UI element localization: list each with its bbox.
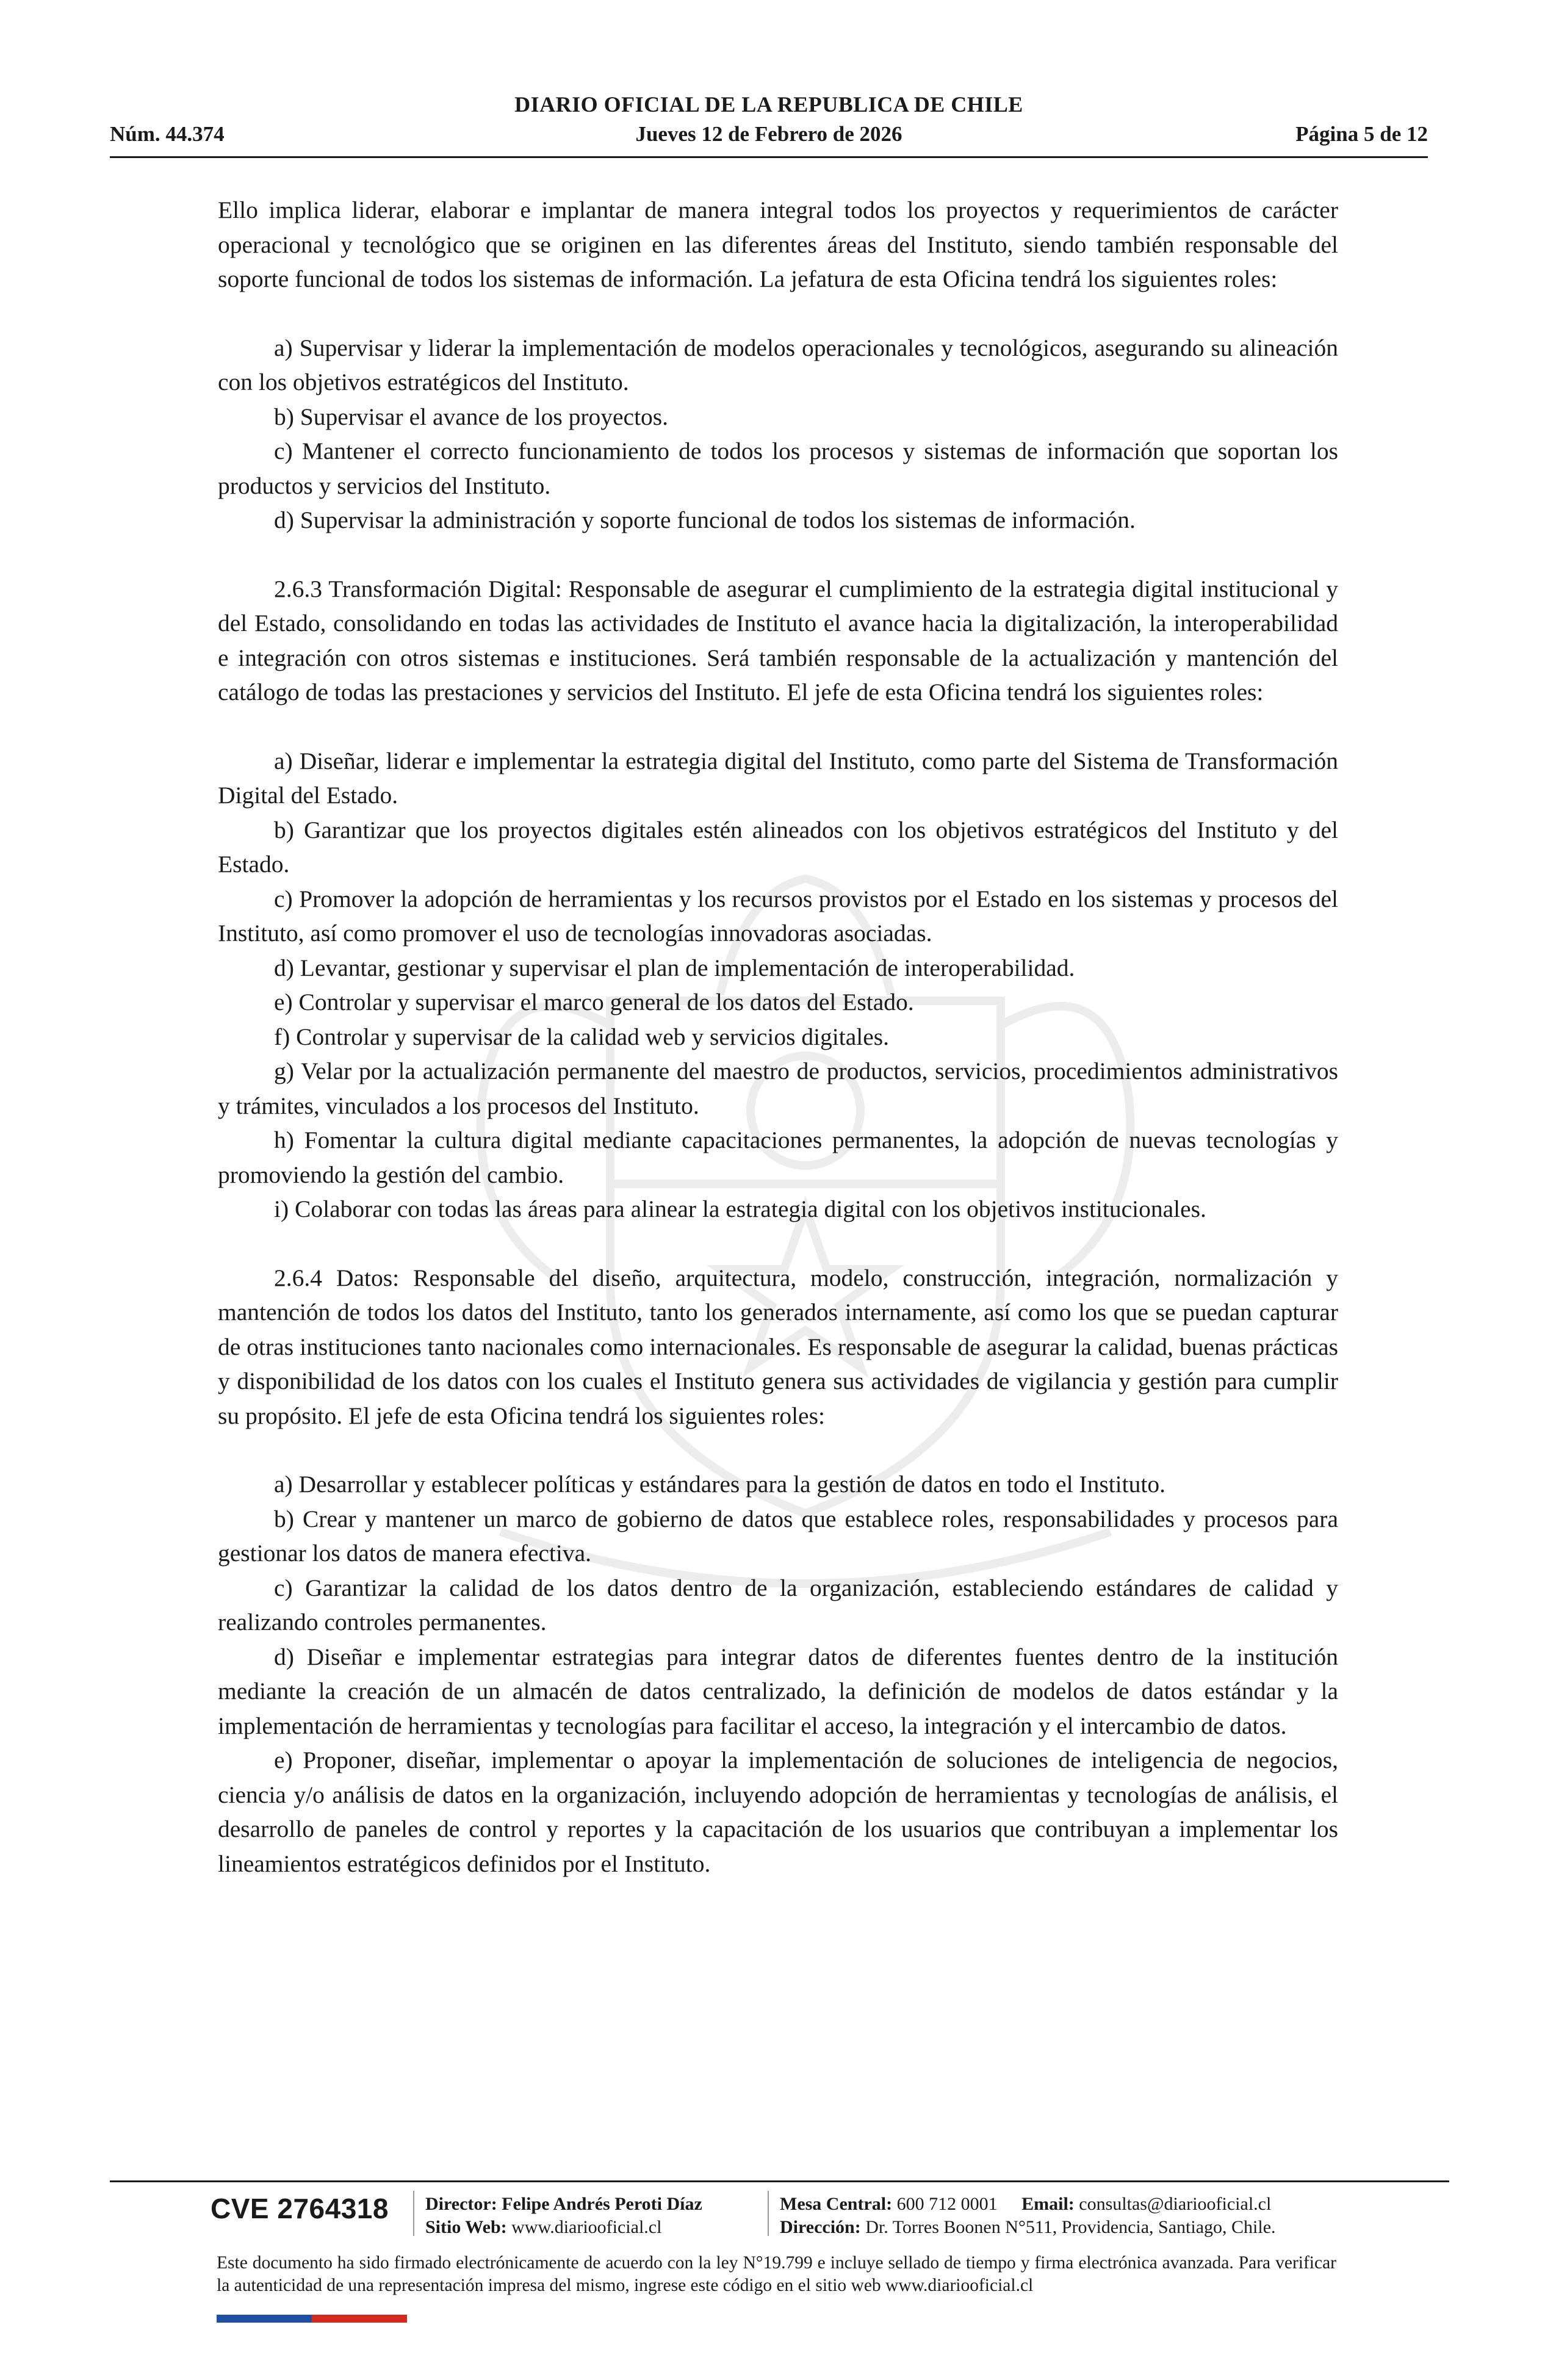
footer-contact-info [780, 2193, 1276, 2239]
section-2-6-4-paragraph: 2.6.4 Datos: Responsable del diseño, arquitectura, modelo, construcción, integración, normalización y mantención de todos los datos del Instituto, tanto los generados internamente, así como los que se puedan capturar de otras instituciones tanto nacionales como internacionales. Es responsable de asegurar la calidad, buenas prácticas y disponibilidad de los datos con los cuales el Instituto genera sus actividades de vigilancia y gestión para cumplir su propósito. El jefe de esta Oficina tendrá los siguientes roles: [218, 1264, 1338, 1429]
gazette-name: DIARIO OFICIAL DE LA REPUBLICA DE CHILE [514, 92, 1023, 117]
director-name: Felipe Andrés Peroti Díaz [502, 2194, 702, 2214]
list-item: c) Garantizar la calidad de los datos dentro de la organización, estableciendo estándares de calidad y realizando controles permanentes. [218, 1574, 1338, 1635]
list-item: b) Garantizar que los proyectos digitales estén alineados con los objetivos estratégicos del Instituto y del Estado. [218, 816, 1338, 878]
section-2-6-3-paragraph: 2.6.3 Transformación Digital: Responsable de asegurar el cumplimiento de la estrategia digital institucional y del Estado, consolidando en todas las actividades de Instituto el avance hacia la digitalización, la interoperabilidad e integración con otros sistemas e instituciones. Será también responsable de la actualización y mantención del catálogo de todas las prestaciones y servicios del Instituto. El jefe de esta Oficina tendrá los siguientes roles: [218, 575, 1338, 705]
list-item: a) Supervisar y liderar la implementación de modelos operacionales y tecnológicos, asegurando su alineación con los objetivos estratégicos del Instituto. [218, 334, 1338, 395]
cve-code: CVE 2764318 [211, 2193, 389, 2224]
list-item: a) Desarrollar y establecer políticas y estándares para la gestión de datos en todo el Instituto. [274, 1471, 1165, 1498]
footer-publisher-info [425, 2193, 702, 2239]
list-item: g) Velar por la actualización permanente del maestro de productos, servicios, procedimientos administrativos y trámites, vinculados a los procesos del Instituto. [218, 1058, 1338, 1119]
list-item: e) Proponer, diseñar, implementar o apoyar la implementación de soluciones de inteligencia de negocios, ciencia y/o análisis de datos en la organización, incluyendo adopción de herramientas y tecnologías de análisis, el desarrollo de paneles de control y reportes y la capacitación de los usuarios que contribuyan a implementar los lineamientos estratégicos definidos por el Instituto. [218, 1747, 1338, 1877]
legal-note: Este documento ha sido firmado electrónicamente de acuerdo con la ley N°19.799 e incluye sellado de tiempo y firma electrónica avanzada. Para verificar la autenticidad de una representación impresa del mismo, ingrese este código en el sitio web www.diariooficial.cl [217, 2253, 1336, 2295]
list-item: c) Mantener el correcto funcionamiento de todos los procesos y sistemas de información que soportan los productos y servicios del Instituto. [218, 438, 1338, 499]
list-item: f) Controlar y supervisar de la calidad web y servicios digitales. [274, 1023, 890, 1050]
page-header [110, 92, 1428, 159]
list-item: d) Supervisar la administración y soporte funcional de todos los sistemas de información. [274, 507, 1136, 533]
list-item: e) Controlar y supervisar el marco general de los datos del Estado. [274, 989, 914, 1015]
list-item: h) Fomentar la cultura digital mediante capacitaciones permanentes, la adopción de nuevas tecnologías y promoviendo la gestión del cambio. [218, 1127, 1338, 1188]
list-item: i) Colaborar con todas las áreas para alinear la estrategia digital con los objetivos institucionales. [274, 1195, 1206, 1222]
flag-red-segment [312, 2315, 407, 2323]
website-label: Sitio Web: [425, 2217, 507, 2237]
director-label: Director: [425, 2194, 497, 2214]
list-item: a) Diseñar, liderar e implementar la estrategia digital del Instituto, como parte del Sistema de Transformación Digital del Estado. [218, 747, 1338, 809]
footer-divider [110, 2180, 1449, 2182]
list-item: b) Supervisar el avance de los proyectos. [274, 403, 669, 430]
list-item: d) Levantar, gestionar y supervisar el plan de implementación de interoperabilidad. [274, 954, 1075, 981]
email-link[interactable]: consultas@diariooficial.cl [1079, 2194, 1272, 2214]
address: Dr. Torres Boonen N°511, Providencia, Santiago, Chile. [865, 2217, 1276, 2237]
website-link[interactable]: www.diariooficial.cl [511, 2217, 662, 2237]
issue-number: Núm. 44.374 [110, 122, 225, 146]
footer-separator [768, 2191, 769, 2236]
footer-separator [413, 2191, 414, 2236]
flag-blue-segment [217, 2315, 312, 2323]
list-item: c) Promover la adopción de herramientas y los recursos provistos por el Estado en los sistemas y procesos del Instituto, así como promover el uso de tecnologías innovadoras asociadas. [218, 885, 1338, 947]
issue-date: Jueves 12 de Febrero de 2026 [635, 122, 902, 146]
flag-color-bar [217, 2315, 407, 2323]
address-label: Dirección: [780, 2217, 861, 2237]
header-divider [110, 156, 1428, 158]
list-item: b) Crear y mantener un marco de gobierno de datos que establece roles, responsabilidades y procesos para gestionar los datos de manera efectiva. [218, 1505, 1338, 1567]
phone-label: Mesa Central: [780, 2194, 893, 2214]
list-item: d) Diseñar e implementar estrategias para integrar datos de diferentes fuentes dentro de la institución mediante la creación de un almacén de datos centralizado, la definición de modelos de datos estándar y la implementación de herramientas y tecnologías para facilitar el acceso, la integración y el intercambio de datos. [218, 1643, 1338, 1739]
email-label: Email: [1021, 2194, 1075, 2214]
page-indicator: Página 5 de 12 [1295, 122, 1428, 146]
phone-number: 600 712 0001 [896, 2194, 998, 2214]
intro-paragraph: Ello implica liderar, elaborar e implantar de manera integral todos los proyectos y requerimientos de carácter operacional y tecnológico que se originen en las diferentes áreas del Instituto, siendo también responsable del soporte funcional de todos los sistemas de información. La jefatura de esta Oficina tendrá los siguientes roles: [218, 197, 1338, 292]
document-body [218, 193, 1338, 1881]
